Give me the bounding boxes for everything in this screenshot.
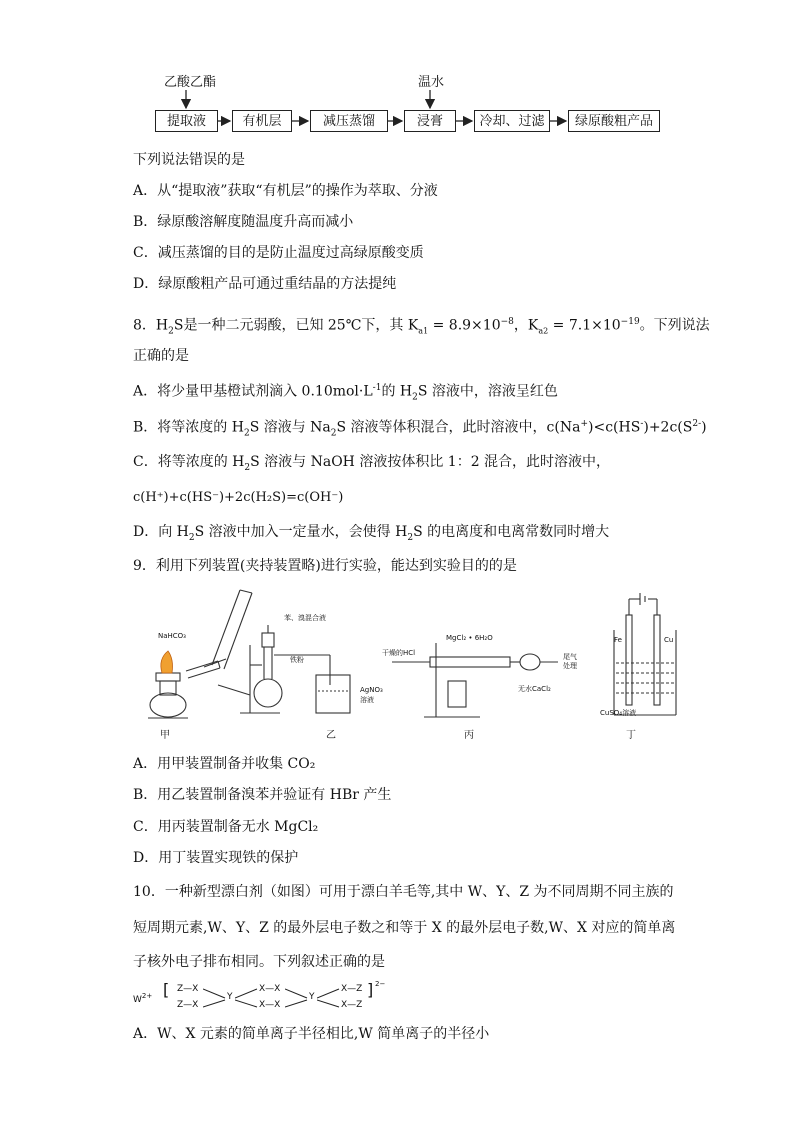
q8-option-c-line1: C．将等浓度的 $H_2S$ 溶液与 NaOH 溶液按体积比 1：2 混合，此时溶液中，: [133, 454, 611, 473]
formula-xx-bottom: X—X: [259, 1000, 281, 1010]
q8-stem-line1: 8．$H_2S$是一种二元弱酸，已知 25℃下，其 $K_{a1} = 8.9\times 10^{-8}$，$K_{a2} = 7.1\times 10^{-19}$。下列说法: [133, 317, 710, 337]
flow-box-extractum: 浸膏: [404, 110, 456, 132]
apparatus-yi: [240, 625, 350, 713]
q10-option-a: A．W、X 元素的简单离子半径相比,W 简单离子的半径小: [133, 1026, 490, 1042]
label-tail-treatment: 处理: [563, 662, 577, 670]
flow-box-cool-filter: 冷却、过滤: [474, 110, 550, 132]
label-agno3: AgNO₃: [360, 686, 383, 694]
formula-bonds-2: [235, 986, 259, 1012]
formula-zx-bottom: Z—X: [177, 1000, 199, 1010]
q10-stem-line1: 10．一种新型漂白剂（如图）可用于漂白羊毛等,其中 W、Y、Z 为不同周期不同主族的: [133, 884, 674, 900]
flow-box-organic: 有机层: [232, 110, 292, 132]
label-mgcl2: MgCl₂ • 6H₂O: [446, 634, 493, 642]
formula-bracket-left: [: [163, 980, 170, 999]
q9-option-a: A．用甲装置制备并收集 CO₂: [133, 756, 316, 772]
formula-zx-top: Z—X: [177, 984, 199, 994]
label-benzene: 苯、溴混合液: [284, 614, 326, 622]
q8-stem-line2: 正确的是: [133, 348, 189, 364]
flow-label-ethyl-acetate: 乙酸乙酯: [164, 75, 217, 90]
flow-box-distill: 减压蒸馏: [310, 110, 388, 132]
caption-jia: 甲: [160, 730, 170, 741]
formula-bonds-4: [317, 986, 341, 1012]
label-dry-hcl: 干燥的HCl: [382, 649, 416, 657]
formula-y-1: Y: [227, 992, 233, 1002]
apparatus-ding: [614, 593, 676, 715]
label-cacl2: 无水CaCl₂: [518, 685, 551, 693]
structural-formula: [133, 982, 393, 1018]
label-cuso4: CuSO₄溶液: [600, 709, 637, 717]
formula-bracket-right: ]: [367, 980, 374, 999]
flow-label-warm-water: 温水: [418, 75, 445, 90]
apparatus-bing: [392, 643, 558, 717]
q7-option-d: D．绿原酸粗产品可通过重结晶的方法提纯: [133, 276, 397, 292]
q7-option-a: A．从“提取液”获取“有机层”的操作为萃取、分液: [133, 183, 438, 199]
formula-xz-bottom: X—Z: [341, 1000, 363, 1010]
label-nahco3: NaHCO₃: [158, 632, 186, 640]
q7-option-b: B．绿原酸溶解度随温度升高而减小: [133, 214, 354, 230]
q8-option-c-line2: c(H⁺)+c(HS⁻)+2c(H₂S)=c(OH⁻): [133, 490, 344, 505]
label-cu: Cu: [664, 636, 674, 644]
q9-option-b: B．用乙装置制备溴苯并验证有 HBr 产生: [133, 787, 392, 803]
q7-stem: 下列说法错误的是: [133, 152, 245, 168]
q8-option-d: D．向 $H_2S$ 溶液中加入一定量水，会使得 $H_2S$ 的电离度和电离常数同时增大: [133, 524, 610, 543]
formula-w: $W^{2+}$: [133, 992, 153, 1005]
caption-yi: 乙: [326, 730, 336, 741]
label-iron: 铁粉: [290, 656, 304, 664]
caption-ding: 丁: [626, 730, 636, 741]
formula-y-2: Y: [309, 992, 315, 1002]
formula-xz-top: X—Z: [341, 984, 363, 994]
q10-stem-line3: 子核外电子排布相同。下列叙述正确的是: [133, 954, 385, 970]
formula-bonds-1: [203, 986, 227, 1012]
q7-option-c: C．减压蒸馏的目的是防止温度过高绿原酸变质: [133, 245, 424, 261]
flame-icon: [161, 651, 173, 673]
apparatus-jia: [148, 590, 252, 718]
formula-bonds-3: [285, 986, 309, 1012]
flow-box-product: 绿原酸粗产品: [568, 110, 660, 132]
flow-box-extract: 提取液: [155, 110, 218, 132]
label-fe: Fe: [614, 636, 622, 644]
formula-xx-top: X—X: [259, 984, 281, 994]
q10-stem-line2: 短周期元素,W、Y、Z 的最外层电子数之和等于 X 的最外层电子数,W、X 对应的简单离: [133, 920, 676, 936]
q9-option-d: D．用丁装置实现铁的保护: [133, 850, 299, 866]
q9-stem: 9．利用下列装置(夹持装置略)进行实验，能达到实验目的的是: [133, 558, 517, 574]
q8-option-b: B．将等浓度的 $H_2S$ 溶液与 $Na_2S$ 溶液等体积混合，此时溶液中，$c(Na^+)<c(HS^-)+2c(S^{2-})$: [133, 419, 707, 439]
q9-option-c: C．用丙装置制备无水 MgCl₂: [133, 819, 319, 835]
q8-option-a: A．将少量甲基橙试剂滴入 $0.10mol\cdot L^{-1}$的 $H_2S$ 溶液中，溶液呈红色: [133, 383, 558, 403]
formula-charge: 2−: [375, 980, 386, 988]
label-tail-gas: 尾气: [563, 653, 577, 661]
flow-arrows: [0, 0, 794, 140]
caption-bing: 丙: [464, 730, 474, 741]
label-agno3-solution: 溶液: [360, 696, 374, 704]
